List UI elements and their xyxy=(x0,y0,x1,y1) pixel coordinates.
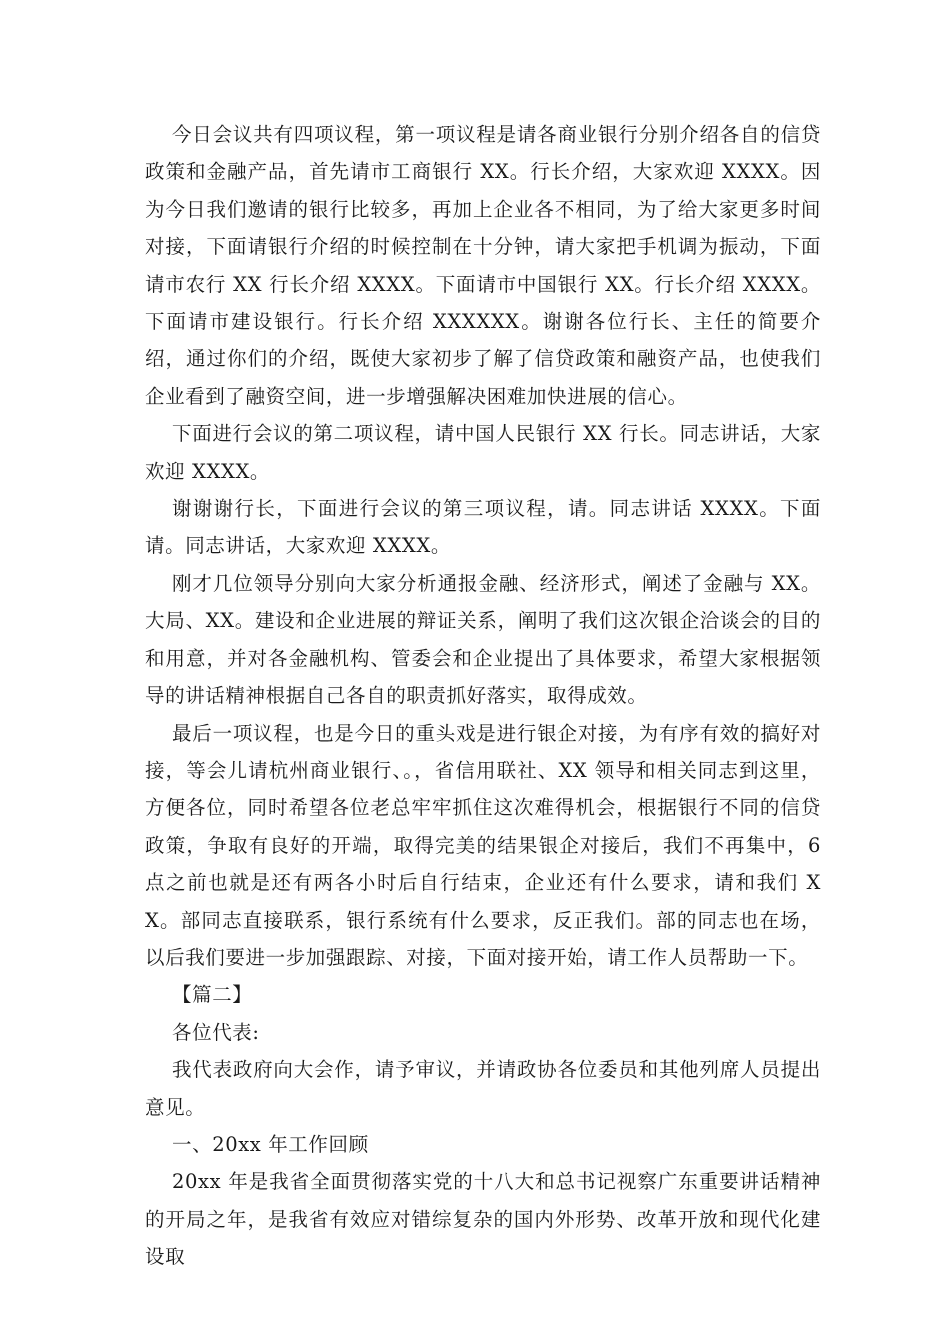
section-heading-review: 一、20xx 年工作回顾 xyxy=(172,1132,369,1156)
paragraph-second-agenda: 下面进行会议的第二项议程，请中国人民银行 XX 行长。同志讲话，大家欢迎 XXXX。 xyxy=(145,422,821,483)
paragraph-final-agenda: 最后一项议程，也是今日的重头戏是进行银企对接，为有序有效的搞好对接，等会儿请杭州商业银行、。，省信用联社、XX 领导和相关同志到这里，方便各位，同时希望各位老总牢牢抓住这次难得机会，根据银行不同的信贷政策，争取有良好的开端，取得完美的结果银企对接后，我们不再集中，6 点之前也就是还有两各小时后自行结束，企业还有什么要求，请和我们 XX。部同志直接联系，银行系统有什么要求，反正我们。部的同志也在场，以后我们要进一步加强跟踪、对接，下面对接开始，请工作人员帮助一下。 xyxy=(145,721,821,969)
section-heading-part-two: 【篇二】 xyxy=(172,983,253,1007)
document-body xyxy=(145,116,821,1276)
paragraph-review-body: 20xx 年是我省全面贯彻落实党的十八大和总书记视察广东重要讲话精神的开局之年，是我省有效应对错综复杂的国内外形势、改革开放和现代化建设取 xyxy=(145,1170,821,1269)
salutation: 各位代表: xyxy=(172,1020,260,1044)
paragraph-third-agenda: 谢谢谢行长，下面进行会议的第三项议程，请。同志讲话 XXXX。下面请。同志讲话，大家欢迎 XXXX。 xyxy=(145,497,821,558)
paragraph-agenda-intro: 今日会议共有四项议程，第一项议程是请各商业银行分别介绍各自的信贷政策和金融产品，首先请市工商银行 XX。行长介绍，大家欢迎 XXXX。因为今日我们邀请的银行比较多，再加上企业各不相同，为了给大家更多时间对接，下面请银行介绍的时候控制在十分钟，请大家把手机调为振动，下面请市农行 XX 行长介绍 XXXX。下面请市中国银行 XX。行长介绍 XXXX。下面请市建设银行。行长介绍 XXXXXX。谢谢各位行长、主任的简要介绍，通过你们的介绍，既使大家初步了解了信贷政策和融资产品，也使我们企业看到了融资空间，进一步增强解决困难加快进展的信心。 xyxy=(145,123,821,408)
paragraph-summary: 刚才几位领导分别向大家分析通报金融、经济形式，阐述了金融与 XX。大局、XX。建设和企业进展的辩证关系，阐明了我们这次银企洽谈会的目的和用意，并对各金融机构、管委会和企业提出了具体要求，希望大家根据领导的讲话精神根据自己各自的职责抓好落实，取得成效。 xyxy=(145,571,821,708)
paragraph-report-intro: 我代表政府向大会作，请予审议，并请政协各位委员和其他列席人员提出意见。 xyxy=(145,1058,821,1119)
